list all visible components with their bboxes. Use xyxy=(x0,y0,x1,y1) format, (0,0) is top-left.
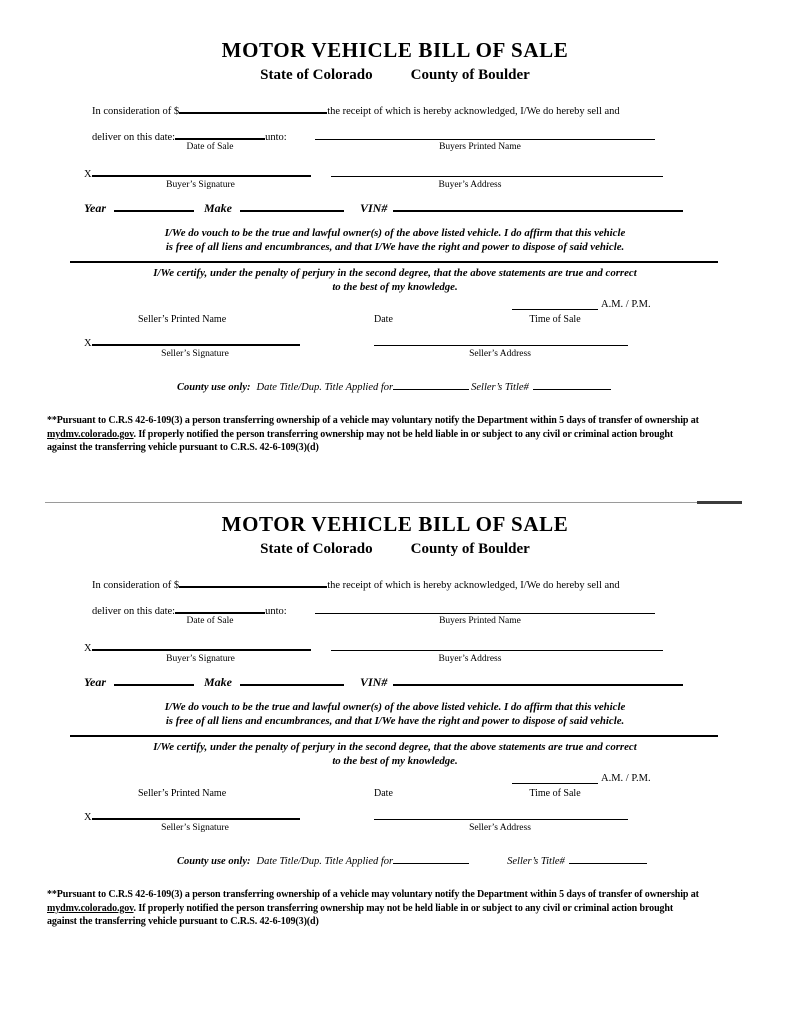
statute-footnote-line2 xyxy=(47,428,759,442)
vouch-statement xyxy=(0,701,790,728)
statute-footnote-line3: against the transferring vehicle pursuant to C.R.S. 42-6-109(3)(d) xyxy=(47,442,319,453)
statute-footnote-line2-rest: . If properly notified the person transferring ownership may not be held liable in or subject to any civil or criminal action brought xyxy=(133,428,674,440)
vin-label: VIN# xyxy=(360,201,388,215)
buyer-address-label: Buyer’s Address xyxy=(438,180,502,190)
form-copy-2 xyxy=(0,474,790,948)
buyers-printed-name-field[interactable] xyxy=(315,128,655,140)
date-label: Date xyxy=(374,314,393,325)
date-of-sale-label: Date of Sale xyxy=(186,616,234,626)
certify-statement-line2: to the best of my knowledge. xyxy=(332,754,458,767)
deliver-date-prefix: deliver on this date: xyxy=(92,606,176,617)
vouch-statement-line1: I/We do vouch to be the true and lawful owner(s) of the above listed vehicle. I do affirm that this vehicle xyxy=(164,227,626,239)
sellers-title-label: Seller’s Title# xyxy=(471,382,529,393)
seller-signature-field[interactable] xyxy=(92,807,300,820)
certify-statement-line2: to the best of my knowledge. xyxy=(332,280,458,293)
sellers-title-label: Seller’s Title# xyxy=(507,856,565,867)
statute-footnote-line2-rest: . If properly notified the person transferring ownership may not be held liable in or subject to any civil or criminal action brought xyxy=(133,902,674,914)
consideration-amount-field[interactable] xyxy=(179,575,327,588)
vehicle-line xyxy=(84,671,683,689)
consideration-line xyxy=(92,101,620,119)
certify-statement-line1: I/We certify, under the penalty of perjury in the second degree, that the above statements are true and correct xyxy=(153,267,637,279)
state-label: State of Colorado xyxy=(260,67,373,83)
buyer-signature-label: Buyer’s Signature xyxy=(166,180,235,190)
unto-label: unto: xyxy=(265,132,287,143)
year-field[interactable] xyxy=(114,197,194,212)
consideration-line xyxy=(92,575,620,593)
county-use-label: County use only: xyxy=(177,856,251,867)
unto-label: unto: xyxy=(265,606,287,617)
deliver-date-prefix: deliver on this date: xyxy=(92,132,176,143)
time-of-sale-field[interactable] xyxy=(512,770,598,784)
buyer-signature-x: X xyxy=(84,643,92,654)
county-use-line xyxy=(177,852,647,869)
date-label: Date xyxy=(374,788,393,799)
statute-footnote xyxy=(47,888,759,929)
consideration-suffix: the receipt of which is hereby acknowledged, I/We do hereby sell and xyxy=(327,580,620,591)
title-applied-date-field[interactable] xyxy=(393,378,469,390)
vin-field[interactable] xyxy=(393,671,683,686)
date-of-sale-field[interactable] xyxy=(175,601,265,614)
form-subtitle xyxy=(0,540,790,558)
consideration-prefix: In consideration of $ xyxy=(92,106,180,117)
make-label: Make xyxy=(204,675,232,689)
ampm-label: A.M. / P.M. xyxy=(601,773,651,784)
statute-footnote xyxy=(47,414,759,455)
consideration-suffix: the receipt of which is hereby acknowledged, I/We do hereby sell and xyxy=(327,106,620,117)
form-title: MOTOR VEHICLE BILL OF SALE xyxy=(221,512,569,536)
title-applied-for-text: Date Title/Dup. Title Applied for xyxy=(256,856,394,867)
consideration-prefix: In consideration of $ xyxy=(92,580,180,591)
buyer-address-field[interactable] xyxy=(331,165,663,177)
seller-signature-label: Seller’s Signature xyxy=(161,823,229,833)
section-divider-rule xyxy=(70,735,718,737)
dmv-link: mydmv.colorado.gov xyxy=(47,902,134,914)
buyers-printed-name-field[interactable] xyxy=(315,602,655,614)
seller-signature-x: X xyxy=(84,338,92,349)
county-label: County of Boulder xyxy=(410,541,530,557)
seller-signature-label: Seller’s Signature xyxy=(161,349,229,359)
buyer-signature-label: Buyer’s Signature xyxy=(166,654,235,664)
seller-address-label: Seller’s Address xyxy=(469,823,531,833)
state-label: State of Colorado xyxy=(260,541,373,557)
vin-field[interactable] xyxy=(393,197,683,212)
statute-footnote-line1: **Pursuant to C.R.S 42-6-109(3) a person transferring ownership of a vehicle may voluntary notify the Department within 5 days of transfer of ownership at xyxy=(47,415,699,426)
make-field[interactable] xyxy=(240,671,344,686)
vouch-statement xyxy=(0,227,790,254)
seller-printed-name-label: Seller’s Printed Name xyxy=(138,314,227,325)
year-field[interactable] xyxy=(114,671,194,686)
seller-address-field[interactable] xyxy=(374,334,628,346)
date-of-sale-label: Date of Sale xyxy=(186,142,234,152)
certify-statement xyxy=(0,741,790,768)
vin-label: VIN# xyxy=(360,675,388,689)
year-label: Year xyxy=(84,201,106,215)
buyer-signature-x: X xyxy=(84,169,92,180)
vouch-statement-line2: is free of all liens and encumbrances, and that I/We have the right and power to dispose of said vehicle. xyxy=(165,714,625,727)
title-applied-for-text: Date Title/Dup. Title Applied for xyxy=(256,382,394,393)
seller-printed-name-label: Seller’s Printed Name xyxy=(138,788,227,799)
make-field[interactable] xyxy=(240,197,344,212)
consideration-amount-field[interactable] xyxy=(179,101,327,114)
seller-signature-field[interactable] xyxy=(92,333,300,346)
statute-footnote-line2 xyxy=(47,902,759,916)
time-of-sale-label: Time of Sale xyxy=(529,314,581,325)
year-label: Year xyxy=(84,675,106,689)
certify-statement xyxy=(0,267,790,294)
seller-address-label: Seller’s Address xyxy=(469,349,531,359)
buyer-address-field[interactable] xyxy=(331,639,663,651)
date-of-sale-field[interactable] xyxy=(175,127,265,140)
title-applied-date-field[interactable] xyxy=(393,852,469,864)
vouch-statement-line2: is free of all liens and encumbrances, and that I/We have the right and power to dispose of said vehicle. xyxy=(165,240,625,253)
time-of-sale-label: Time of Sale xyxy=(529,788,581,799)
statute-footnote-line3: against the transferring vehicle pursuant to C.R.S. 42-6-109(3)(d) xyxy=(47,916,319,927)
form-title: MOTOR VEHICLE BILL OF SALE xyxy=(221,38,569,62)
county-use-line xyxy=(177,378,611,395)
buyers-printed-name-label: Buyers Printed Name xyxy=(439,142,521,152)
seller-address-field[interactable] xyxy=(374,808,628,820)
time-of-sale-field[interactable] xyxy=(512,296,598,310)
county-use-label: County use only: xyxy=(177,382,251,393)
buyers-printed-name-label: Buyers Printed Name xyxy=(439,616,521,626)
buyer-address-label: Buyer’s Address xyxy=(438,654,502,664)
sellers-title-field[interactable] xyxy=(569,852,647,864)
form-subtitle xyxy=(0,66,790,84)
sellers-title-field[interactable] xyxy=(533,378,611,390)
section-divider-rule xyxy=(70,261,718,263)
seller-signature-x: X xyxy=(84,812,92,823)
certify-statement-line1: I/We certify, under the penalty of perjury in the second degree, that the above statements are true and correct xyxy=(153,741,637,753)
dmv-link: mydmv.colorado.gov xyxy=(47,428,134,440)
form-copy xyxy=(0,0,790,474)
buyer-signature-field[interactable] xyxy=(92,638,311,651)
make-label: Make xyxy=(204,201,232,215)
buyer-signature-field[interactable] xyxy=(92,164,311,177)
statute-footnote-line1: **Pursuant to C.R.S 42-6-109(3) a person transferring ownership of a vehicle may voluntary notify the Department within 5 days of transfer of ownership at xyxy=(47,889,699,900)
vouch-statement-line1: I/We do vouch to be the true and lawful owner(s) of the above listed vehicle. I do affirm that this vehicle xyxy=(164,701,626,713)
ampm-label: A.M. / P.M. xyxy=(601,299,651,310)
vehicle-line xyxy=(84,197,683,215)
county-label: County of Boulder xyxy=(410,67,530,83)
